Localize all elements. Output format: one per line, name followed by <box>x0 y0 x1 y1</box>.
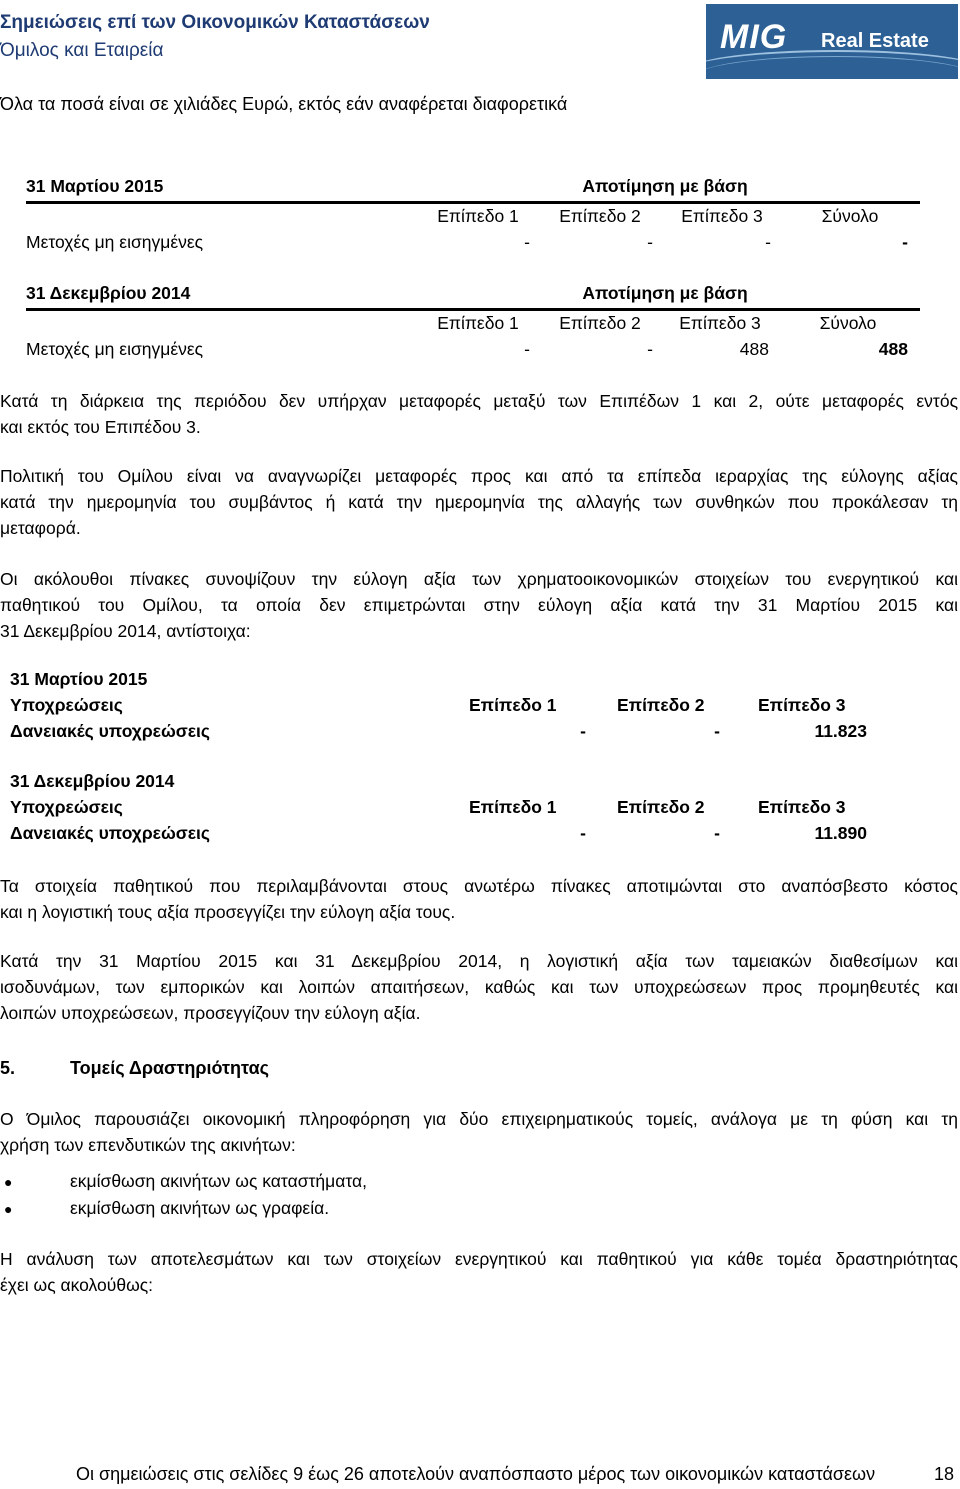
paragraph-line: 31 Δεκεμβρίου 2014, αντίστοιχα: <box>0 621 251 641</box>
fv-table-2-col-3: Επίπεδο 3 <box>679 313 761 333</box>
fv-table-2-val-2: - <box>647 339 653 359</box>
fv-table-1-rule <box>26 201 920 204</box>
liab-table-2-val-2: - <box>714 823 720 843</box>
logo-real-estate-text: Real Estate <box>821 30 929 52</box>
fv-table-1-val-4: - <box>902 232 908 252</box>
liab-table-1-section: Υποχρεώσεις <box>10 695 123 715</box>
liab-table-1-val-1: - <box>580 721 586 741</box>
paragraph-line: Κατά τη διάρκεια της περιόδου δεν υπήρχαν μεταφορές μεταξύ των Επιπέδων 1 και 2, ούτε μεταφορές εντός <box>0 391 958 411</box>
bullet-item-offices: εκμίσθωση ακινήτων ως γραφεία. <box>70 1198 330 1218</box>
bullet-icon: ● <box>4 1174 13 1190</box>
paragraph-amortised-cost <box>0 873 958 925</box>
paragraph-line: παθητικού του Ομίλου, τα οποία δεν επιμετρώνται στην εύλογη αξία κατά την 31 Μαρτίου 2015 και <box>0 595 958 615</box>
liab-table-2-section: Υποχρεώσεις <box>10 797 123 817</box>
paragraph-line: λοιπών υποχρεώσεων, προσεγγίζουν την εύλογη αξία. <box>0 1003 421 1023</box>
fv-table-2-val-1: - <box>524 339 530 359</box>
fv-table-1-col-2: Επίπεδο 2 <box>559 206 641 226</box>
bullet-icon: ● <box>4 1201 13 1217</box>
paragraph-line: και η λογιστική τους αξία προσεγγίζει την εύλογη αξία τους. <box>0 902 456 922</box>
section-intro <box>0 1106 958 1158</box>
fv-table-1-date: 31 Μαρτίου 2015 <box>26 176 164 196</box>
liab-table-1-col-3: Επίπεδο 3 <box>758 695 846 715</box>
fv-table-1-col-4: Σύνολο <box>821 206 879 226</box>
fv-table-1-group-header: Αποτίμηση με βάση <box>582 176 748 196</box>
paragraph-line: Τα στοιχεία παθητικού που περιλαμβάνονται στους ανωτέρω πίνακες αποτιμώνται στο αναπόσβεστο κόστος <box>0 876 958 896</box>
fv-table-2-rule <box>26 308 920 311</box>
document-title: Σημειώσεις επί των Οικονομικών Καταστάσεων <box>0 12 430 33</box>
section-number: 5. <box>0 1058 16 1078</box>
paragraph-line: ισοδυνάμων, των εμπορικών και λοιπών απαιτήσεων, καθώς και των υποχρεώσεων προς προμηθευτές και <box>0 977 958 997</box>
company-logo <box>706 4 958 79</box>
liab-table-1-val-3: 11.823 <box>814 721 867 741</box>
fv-table-2-group-header: Αποτίμηση με βάση <box>582 283 748 303</box>
footer-note: Οι σημειώσεις στις σελίδες 9 έως 26 αποτελούν αναπόσπαστο μέρος των οικονομικών καταστάσεων <box>76 1464 876 1484</box>
paragraph-line: Οι ακόλουθοι πίνακες συνοψίζουν την εύλογη αξία των χρηματοοικονομικών στοιχείων του ενεργητικού και <box>0 569 958 589</box>
liab-table-2-col-3: Επίπεδο 3 <box>758 797 846 817</box>
liab-table-2-val-3: 11.890 <box>814 823 867 843</box>
fv-table-2-col-2: Επίπεδο 2 <box>559 313 641 333</box>
paragraph-line: Η ανάλυση των αποτελεσμάτων και των στοιχείων ενεργητικού και παθητικού για κάθε τομέα δραστηριότητας <box>0 1249 958 1269</box>
section-outro <box>0 1246 958 1298</box>
bullet-item-shops: εκμίσθωση ακινήτων ως καταστήματα, <box>70 1171 367 1191</box>
paragraph-line: Πολιτική του Ομίλου είναι να αναγνωρίζει μεταφορές προς και από τα επίπεδα ιεραρχίας της εύλογης αξίας <box>0 466 958 486</box>
paragraph-line: Ο Όμιλος παρουσιάζει οικονομική πληροφόρηση για δύο επιχειρηματικούς τομείς, ανάλογα με τη φύση και τη <box>0 1109 958 1129</box>
liab-table-1-col-1: Επίπεδο 1 <box>469 695 557 715</box>
paragraph-policy <box>0 463 958 541</box>
fv-table-2-row-label: Μετοχές μη εισηγμένες <box>26 339 204 359</box>
paragraph-line: χρήση των επενδυτικών της ακινήτων: <box>0 1135 296 1155</box>
fv-table-2-col-1: Επίπεδο 1 <box>437 313 519 333</box>
paragraph-line: μεταφορά. <box>0 518 81 538</box>
fv-table-1-col-1: Επίπεδο 1 <box>437 206 519 226</box>
liab-table-1-col-2: Επίπεδο 2 <box>617 695 705 715</box>
fv-table-2-col-4: Σύνολο <box>819 313 877 333</box>
fv-table-2-val-3: 488 <box>739 339 769 359</box>
fv-table-1-val-2: - <box>647 232 653 252</box>
fv-table-2-val-4: 488 <box>878 339 908 359</box>
paragraph-line: και εκτός του Επιπέδου 3. <box>0 417 201 437</box>
liab-table-1-val-2: - <box>714 721 720 741</box>
liab-table-2-col-1: Επίπεδο 1 <box>469 797 557 817</box>
fv-table-1-val-3: - <box>765 232 771 252</box>
liab-table-2-row-label: Δανειακές υποχρεώσεις <box>10 823 210 843</box>
liab-table-2-date: 31 Δεκεμβρίου 2014 <box>10 771 175 791</box>
paragraph-carrying-value <box>0 948 958 1026</box>
amounts-note: Όλα τα ποσά είναι σε χιλιάδες Ευρώ, εκτός εάν αναφέρεται διαφορετικά <box>0 94 568 114</box>
section-title: Τομείς Δραστηριότητας <box>70 1058 270 1078</box>
fv-table-1-row-label: Μετοχές μη εισηγμένες <box>26 232 204 252</box>
paragraph-line: έχει ως ακολούθως: <box>0 1275 154 1295</box>
liab-table-2-val-1: - <box>580 823 586 843</box>
fv-table-2-date: 31 Δεκεμβρίου 2014 <box>26 283 191 303</box>
page-number: 18 <box>934 1464 955 1484</box>
paragraph-line: κατά την ημερομηνία του συμβάντος ή κατά την ημερομηνία της αλλαγής των συνθηκών που προκάλεσαν τη <box>0 492 958 512</box>
paragraph-line: Κατά την 31 Μαρτίου 2015 και 31 Δεκεμβρίου 2014, η λογιστική αξία των ταμειακών διαθεσίμων και <box>0 951 958 971</box>
logo-mig-text: MIG <box>720 18 788 56</box>
liab-table-1-row-label: Δανειακές υποχρεώσεις <box>10 721 210 741</box>
liab-table-1-date: 31 Μαρτίου 2015 <box>10 669 148 689</box>
document-subtitle: Όμιλος και Εταιρεία <box>0 40 164 61</box>
paragraph-transfers <box>0 388 958 440</box>
fv-table-1-val-1: - <box>524 232 530 252</box>
fv-table-1-col-3: Επίπεδο 3 <box>681 206 763 226</box>
paragraph-summary <box>0 566 958 644</box>
liab-table-2-col-2: Επίπεδο 2 <box>617 797 705 817</box>
